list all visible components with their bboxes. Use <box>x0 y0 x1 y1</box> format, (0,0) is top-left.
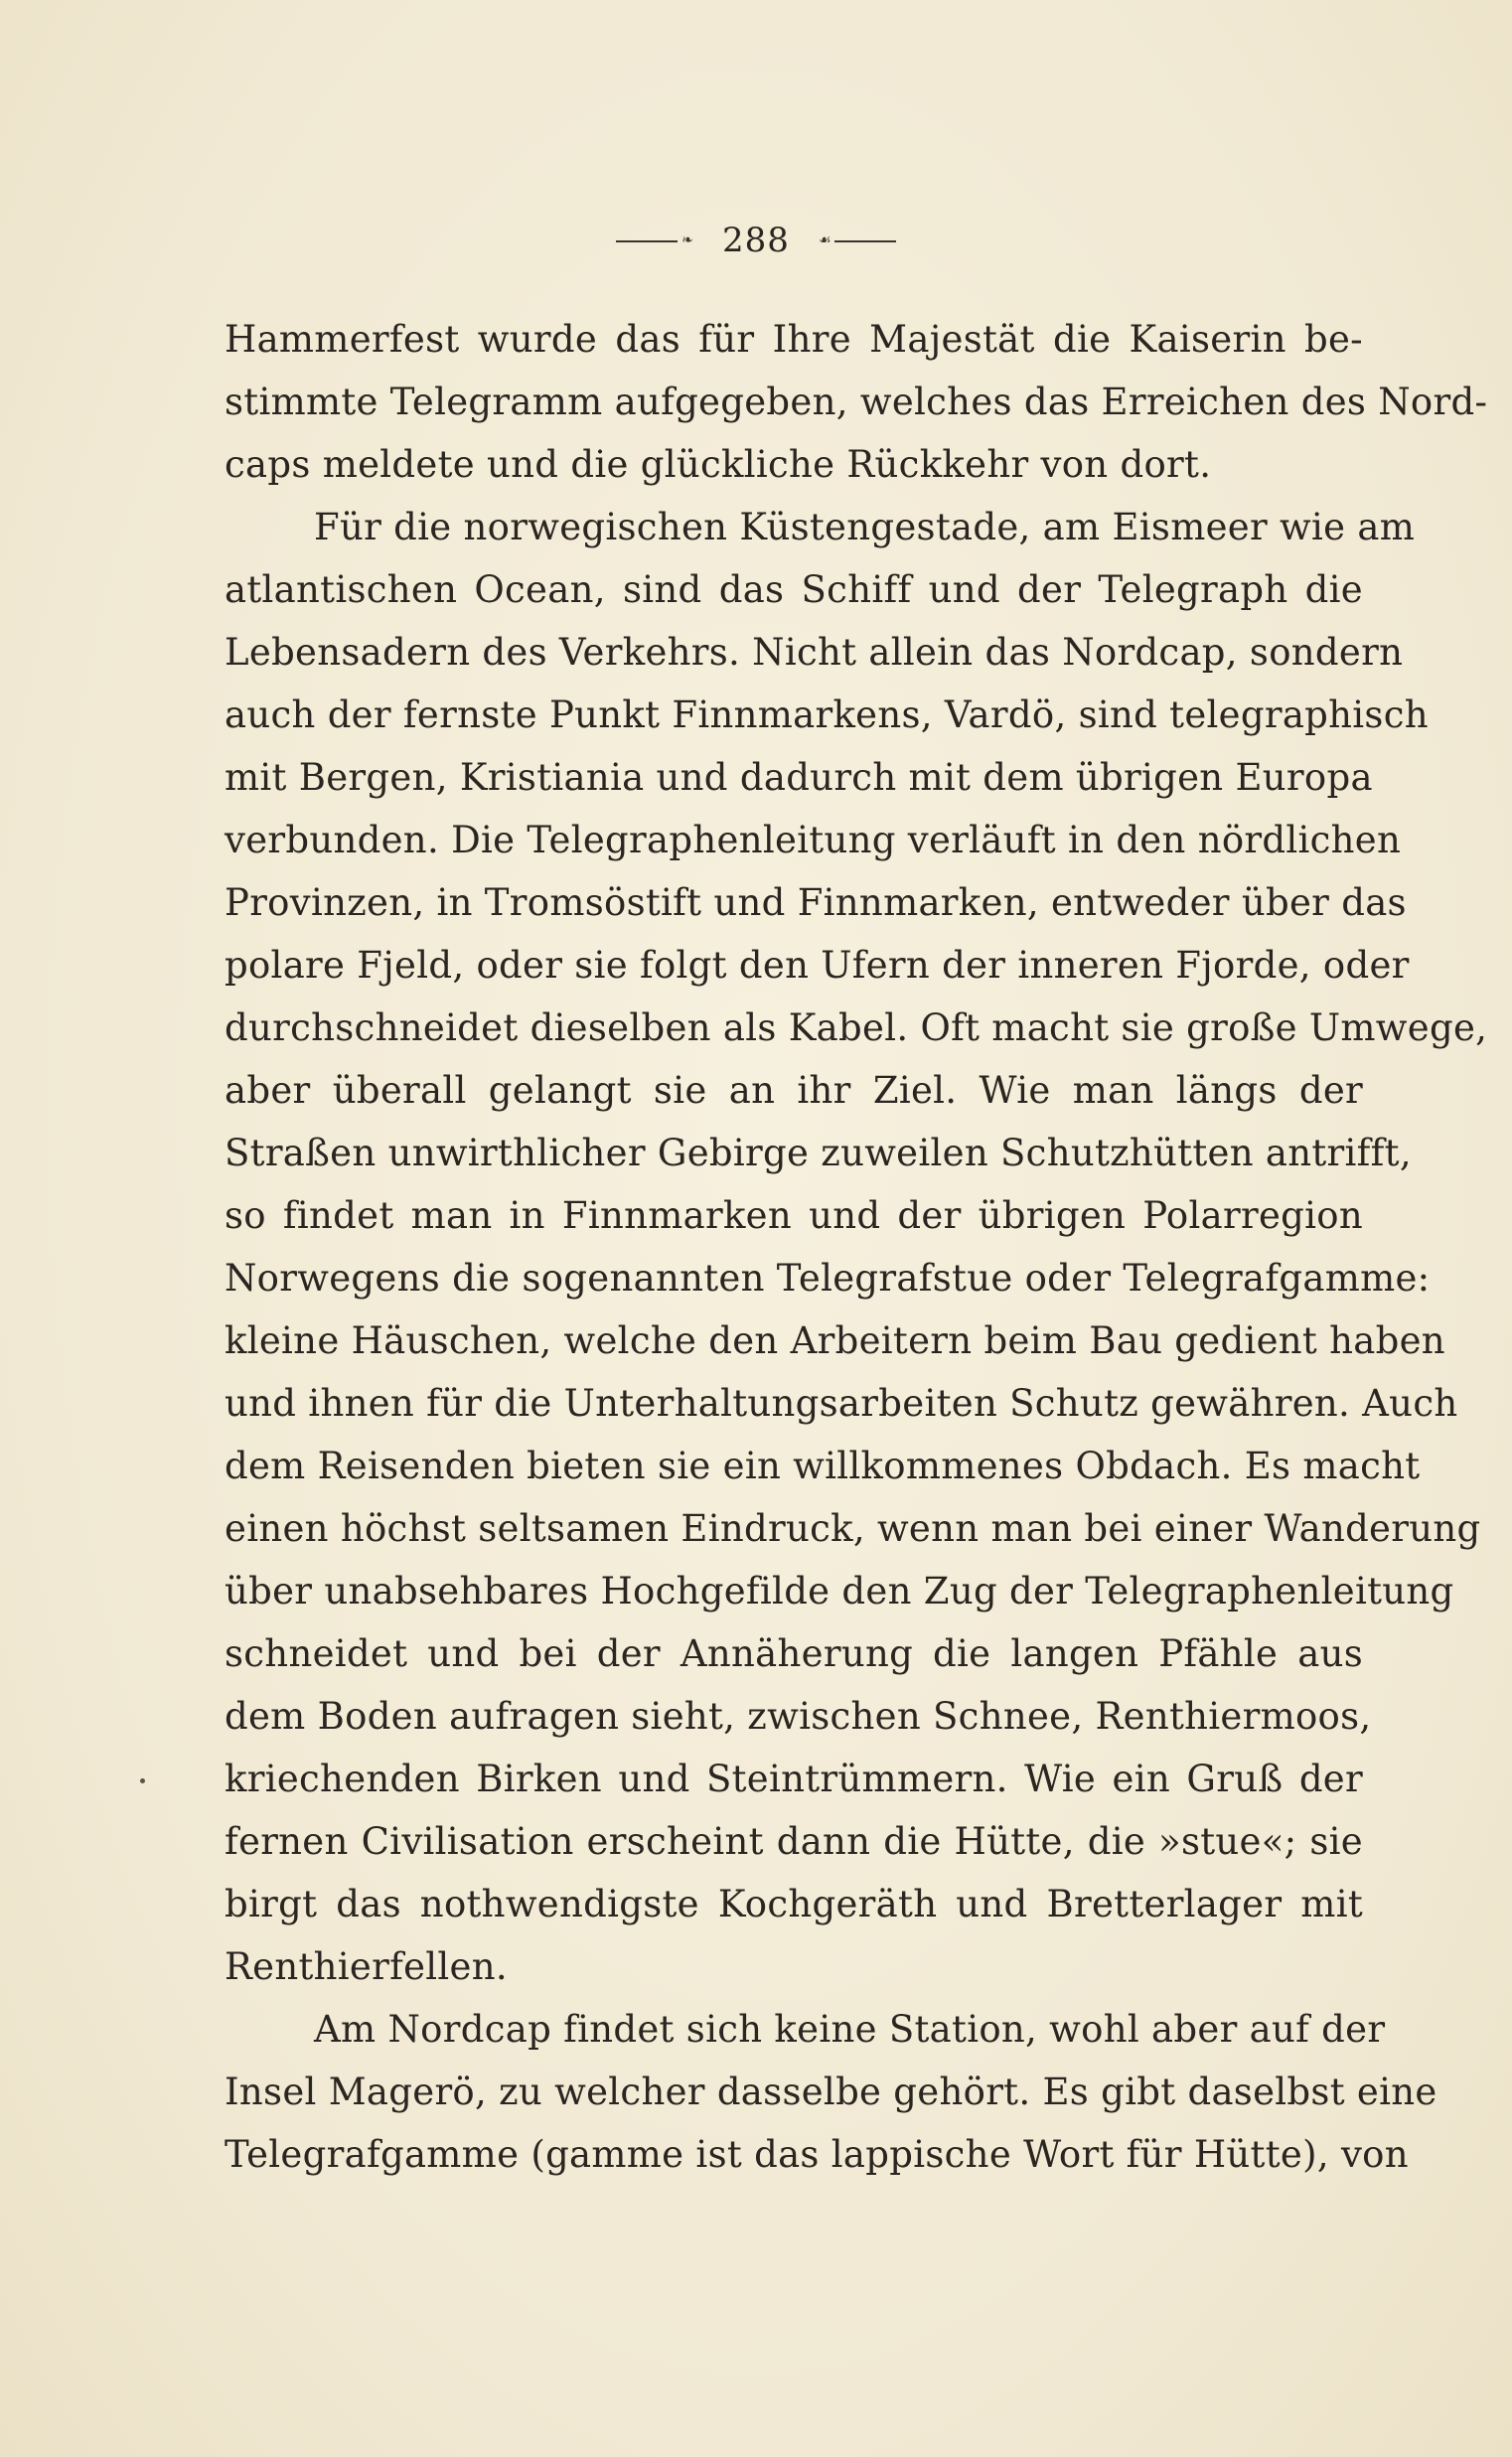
text-line: Hammerfest wurde das für Ihre Majestät die Kaiserin be- <box>225 318 1363 361</box>
text-line: auch der fernste Punkt Finnmarkens, Vardö, sind telegraphisch <box>225 693 1429 736</box>
text-line: atlantischen Ocean, sind das Schiff und der Telegraph die <box>225 568 1363 611</box>
text-line: kriechenden Birken und Steintrümmern. Wie ein Gruß der <box>225 1758 1363 1800</box>
left-ornament-icon: ❧ <box>616 233 695 247</box>
text-line: kleine Häuschen, welche den Arbeitern beim Bau gedient haben <box>225 1319 1445 1362</box>
text-line: Insel Magerö, zu welcher dasselbe gehört. Es gibt daselbst eine <box>225 2071 1437 2113</box>
text-line: schneidet und bei der Annäherung die langen Pfähle aus <box>225 1632 1363 1675</box>
text-line: stimmte Telegramm aufgegeben, welches das Erreichen des Nord- <box>225 381 1488 423</box>
stray-mark <box>140 1778 145 1783</box>
text-line: so findet man in Finnmarken und der übrigen Polarregion <box>225 1194 1363 1237</box>
text-line: Telegrafgamme (gamme ist das lappische Wort für Hütte), von <box>225 2133 1409 2176</box>
page-number: 288 <box>722 221 790 260</box>
text-line: und ihnen für die Unterhaltungsarbeiten Schutz gewähren. Auch <box>225 1382 1458 1425</box>
text-line: polare Fjeld, oder sie folgt den Ufern der inneren Fjorde, oder <box>225 944 1410 987</box>
body-text <box>225 308 1488 2186</box>
page-header <box>0 221 1512 264</box>
text-line: Provinzen, in Tromsöstift und Finnmarken, entweder über das <box>225 881 1407 924</box>
text-line: verbunden. Die Telegraphenleitung verläuft in den nördlichen <box>225 819 1402 861</box>
text-line: Lebensadern des Verkehrs. Nicht allein das Nordcap, sondern <box>225 631 1404 674</box>
text-line: Am Nordcap findet sich keine Station, wohl aber auf der <box>314 2008 1386 2051</box>
text-line: einen höchst seltsamen Eindruck, wenn man bei einer Wanderung <box>225 1507 1481 1550</box>
text-line: durchschneidet dieselben als Kabel. Oft macht sie große Umwege, <box>225 1006 1488 1049</box>
text-line: caps meldete und die glückliche Rückkehr von dort. <box>225 443 1212 486</box>
text-line: aber überall gelangt sie an ihr Ziel. Wie man längs der <box>225 1069 1363 1112</box>
text-line: dem Reisenden bieten sie ein willkommenes Obdach. Es macht <box>225 1445 1421 1487</box>
text-line: Norwegens die sogenannten Telegrafstue oder Telegrafgamme: <box>225 1257 1431 1300</box>
text-line: birgt das nothwendigste Kochgeräth und Bretterlager mit <box>225 1883 1363 1925</box>
text-line: Für die norwegischen Küstengestade, am Eismeer wie am <box>314 506 1416 548</box>
text-line: Straßen unwirthlicher Gebirge zuweilen Schutzhütten antrifft, <box>225 1132 1412 1174</box>
text-line: fernen Civilisation erscheint dann die Hütte, die »stue«; sie <box>225 1820 1363 1863</box>
text-line: Renthierfellen. <box>225 1945 508 1988</box>
right-ornament-icon: ☙ <box>817 233 896 247</box>
text-line: mit Bergen, Kristiania und dadurch mit dem übrigen Europa <box>225 756 1373 799</box>
text-line: dem Boden aufragen sieht, zwischen Schnee, Renthiermoos, <box>225 1695 1372 1738</box>
text-line: über unabsehbares Hochgefilde den Zug der Telegraphenleitung <box>225 1570 1454 1612</box>
